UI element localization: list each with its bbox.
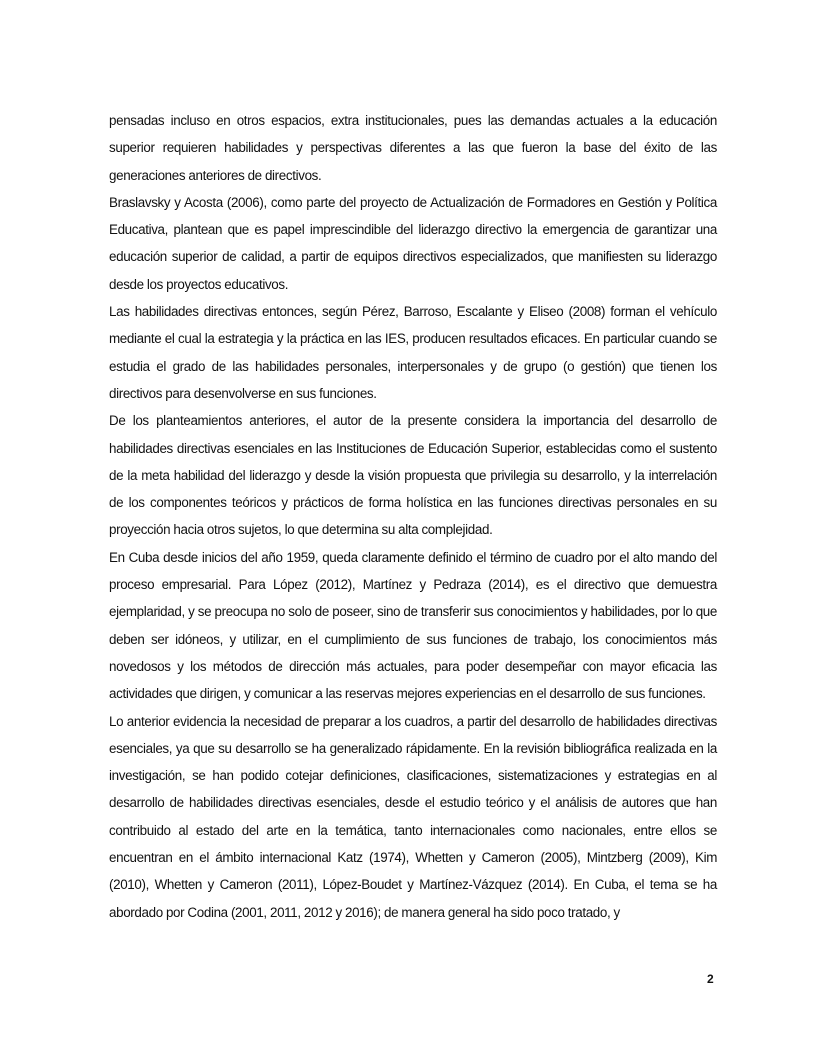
page-body <box>109 107 717 926</box>
paragraph-continuation: pensadas incluso en otros espacios, extra institucionales, pues las demandas actuales a la educación superior requieren habilidades y perspectivas diferentes a las que fueron la base del éxito de las generaciones anteriores de directivos. <box>109 113 717 183</box>
paragraph-en-cuba: En Cuba desde inicios del año 1959, queda claramente definido el término de cuadro por el alto mando del proceso empresarial. Para López (2012), Martínez y Pedraza (2014), es el directivo que demuestra ejemplaridad, y se preocupa no solo de poseer, sino de transferir sus conocimientos y habilidades, por lo que deben ser idóneos, y utilizar, en el cumplimiento de sus funciones de trabajo, los conocimientos más novedosos y los métodos de dirección más actuales, para poder desempeñar con mayor eficacia las actividades que dirigen, y comunicar a las reservas mejores experiencias en el desarrollo de sus funciones. <box>109 549 717 702</box>
paragraph-habilidades-directivas: Las habilidades directivas entonces, según Pérez, Barroso, Escalante y Eliseo (2008) forman el vehículo mediante el cual la estrategia y la práctica en las IES, producen resultados eficaces. En particular cuando se estudia el grado de las habilidades personales, interpersonales y de grupo (o gestión) que tienen los directivos para desenvolverse en sus funciones. <box>109 304 717 401</box>
paragraph-planteamientos-anteriores: De los planteamientos anteriores, el autor de la presente considera la importancia del desarrollo de habilidades directivas esenciales en las Instituciones de Educación Superior, establecidas como el sustento de la meta habilidad del liderazgo y desde la visión propuesta que privilegia su desarrollo, y la interrelación de los componentes teóricos y prácticos de forma holística en las funciones directivas personales en su proyección hacia otros sujetos, lo que determina su alta complejidad. <box>109 413 717 538</box>
paragraph-lo-anterior: Lo anterior evidencia la necesidad de preparar a los cuadros, a partir del desarrollo de habilidades directivas esenciales, ya que su desarrollo se ha generalizado rápidamente. En la revisión bibliográfica realizada en la investigación, se han podido cotejar definiciones, clasificaciones, sistematizaciones y estrategias en al desarrollo de habilidades directivas esenciales, desde el estudio teórico y el análisis de autores que han contribuido al estado del arte en la temática, tanto internacionales como nacionales, entre ellos se encuentran en el ámbito internacional Katz (1974), Whetten y Cameron (2005), Mintzberg (2009), Kim (2010), Whetten y Cameron (2011), López-Boudet y Martínez-Vázquez (2014). En Cuba, el tema se ha abordado por Codina (2001, 2011, 2012 y 2016); de manera general ha sido poco tratado, y <box>109 713 717 920</box>
page-number: 2 <box>707 972 714 986</box>
paragraph-braslavsky-acosta: Braslavsky y Acosta (2006), como parte del proyecto de Actualización de Formadores en Gestión y Política Educativa, plantean que es papel imprescindible del liderazgo directivo la emergencia de garantizar una educación superior de calidad, a partir de equipos directivos especializados, que manifiesten su liderazgo desde los proyectos educativos. <box>109 194 717 292</box>
